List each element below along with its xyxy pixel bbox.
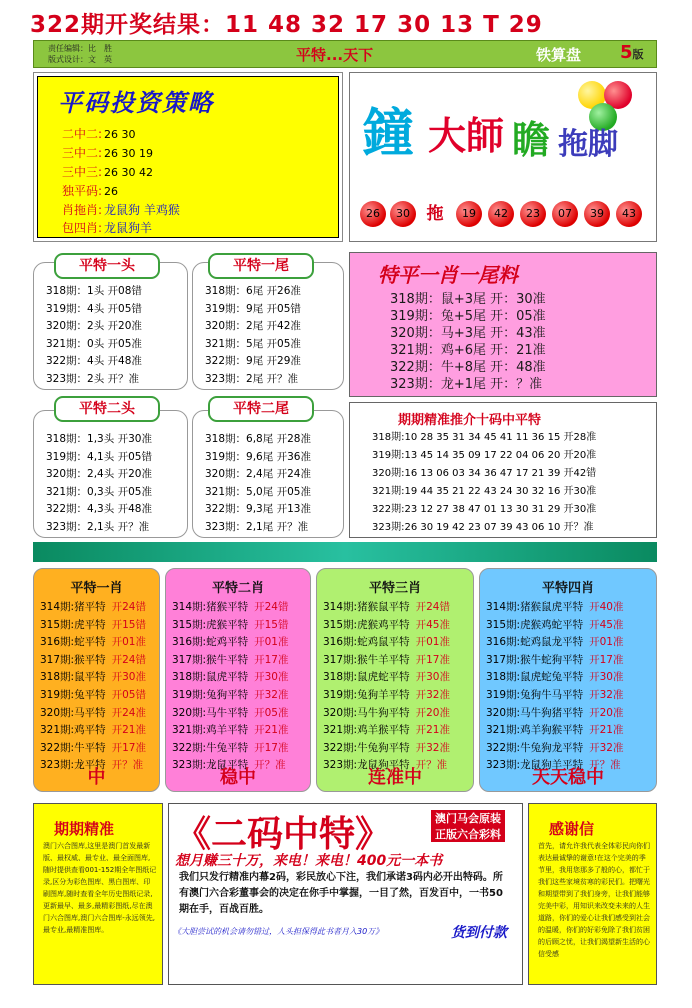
zodiac-row xyxy=(172,722,288,740)
zodiac-result: 开30准 xyxy=(589,671,624,684)
strategy-value: 26 30 19 xyxy=(104,147,154,160)
zodiac-result: 开01准 xyxy=(415,636,450,649)
drag-label: 拖 xyxy=(426,204,444,224)
strategy-row xyxy=(62,144,180,163)
zodiac-pick: 323期:龙鼠狗羊平特 xyxy=(486,759,584,772)
record-line: 322期：9,3尾 开13准 xyxy=(205,503,311,516)
zodiac-pick: 315期:虎猴鸡平特 xyxy=(323,618,410,631)
zodiac-row xyxy=(486,705,623,723)
column-lines xyxy=(323,599,450,775)
bottom-left-panel xyxy=(33,803,163,985)
record-line: 318期：鼠+3尾 开：30准 xyxy=(390,292,546,307)
zodiac-row xyxy=(40,687,146,705)
strategy-label: 独平码: xyxy=(62,184,103,198)
tenma-title: 期期精准推介十码中平特 xyxy=(398,413,542,428)
strategy-label: 三中三: xyxy=(62,165,103,179)
zodiac-pick: 319期:兔狗牛马平特 xyxy=(486,688,584,701)
zodiac-pick: 315期:虎平特 xyxy=(40,618,106,631)
zodiac-pick: 316期:蛇鸡鼠平特 xyxy=(323,636,410,649)
zodiac-row xyxy=(323,705,450,723)
zodiac-column-2 xyxy=(165,568,311,792)
tou1-lines xyxy=(46,283,142,389)
editor-credits xyxy=(48,43,112,65)
record-line: 321期：0头 开05准 xyxy=(46,337,142,350)
zodiac-result: 开30准 xyxy=(415,671,450,684)
master-char-dashi: 大師 xyxy=(428,114,505,158)
wei2-title: 平特二尾 xyxy=(208,396,314,422)
zodiac-column-1 xyxy=(33,568,160,792)
zodiac-pick: 320期:马牛狗平特 xyxy=(323,706,410,719)
number-ball: 39 xyxy=(584,201,610,227)
thanks-title: 感谢信 xyxy=(549,820,595,838)
zodiac-pick: 322期:牛兔平特 xyxy=(172,741,249,754)
zodiac-result: 开？准 xyxy=(254,759,286,772)
zodiac-row xyxy=(323,687,450,705)
record-line: 321期：5,0尾 开05准 xyxy=(205,485,311,498)
strategy-row xyxy=(62,125,180,144)
zodiac-pick: 321期:鸡平特 xyxy=(40,724,106,737)
zodiac-result: 开32准 xyxy=(254,688,289,701)
zodiac-result: 开01准 xyxy=(254,636,289,649)
ad-slogan: 想月赚三十万，来电！来电！400元一本书 xyxy=(175,853,443,869)
record-line: 322期：9尾 开29准 xyxy=(205,355,301,368)
record-line: 322期:23 12 27 38 47 01 13 30 31 29 开30准 xyxy=(372,504,597,515)
strategy-label: 肖拖肖: xyxy=(62,203,103,217)
strategy-value: 26 30 xyxy=(104,128,136,141)
zodiac-pick: 320期:马平特 xyxy=(40,706,106,719)
zodiac-row xyxy=(486,599,623,617)
zodiac-result: 开32准 xyxy=(415,741,450,754)
record-line: 322期：4头 开48准 xyxy=(46,355,142,368)
strategy-title: 平码投资策略 xyxy=(58,89,214,117)
record-line: 322期：牛+8尾 开：48准 xyxy=(390,360,546,375)
record-line: 318期：1,3头 开30准 xyxy=(46,433,152,445)
number-ball: 30 xyxy=(390,201,416,227)
master-char-zhong: 鐘 xyxy=(362,104,415,164)
zodiac-row xyxy=(486,634,623,652)
record-line: 318期：6尾 开26准 xyxy=(205,285,301,297)
record-line: 320期：2头 开20准 xyxy=(46,320,142,333)
master-balls-row xyxy=(360,201,650,231)
zodiac-row xyxy=(40,669,146,687)
page-unit: 版 xyxy=(632,48,644,61)
zodiac-pick: 317期:猴牛蛇狗平特 xyxy=(486,653,584,666)
strategy-row xyxy=(62,219,180,237)
divider-band xyxy=(33,542,657,562)
zodiac-row xyxy=(486,669,623,687)
record-line: 323期：2尾 开？准 xyxy=(205,372,299,385)
zodiac-pick: 317期:猴平特 xyxy=(40,653,106,666)
number-ball: 26 xyxy=(360,201,386,227)
zodiac-result: 开45准 xyxy=(589,618,624,631)
record-line: 321期：5尾 开05准 xyxy=(205,337,301,350)
column-slogan: 稳中 xyxy=(220,767,256,788)
zodiac-result: 开20准 xyxy=(415,706,450,719)
zodiac-row xyxy=(486,617,623,635)
zodiac-result: 开01准 xyxy=(111,636,146,649)
record-line: 319期:13 45 14 35 09 17 22 04 06 20 开20准 xyxy=(372,450,597,461)
column-title: 平特四肖 xyxy=(541,581,594,596)
zodiac-result: 开01准 xyxy=(589,636,624,649)
zodiac-result: 开17准 xyxy=(415,653,450,666)
ad-footnote: 《大胆尝试的机会请勿错过，人头担保得此书者月入30万》 xyxy=(173,927,384,936)
bottom-left-text: 澳门六合图库,这里是澳门首发最新版、最权威、最专业、最全面图库,随时提供查看001-152期全年图纸记录,区分为彩色图库、黑白图库、印刷图库,随时查看全年历史图纸记录,更新最早、最多,最精彩图纸,尽在澳门六合图库,澳门六合图库-永远领先,最专业,最精准图库。 xyxy=(43,842,157,934)
zodiac-pick: 315期:虎猴鸡蛇平特 xyxy=(486,618,584,631)
zodiac-result: 开24错 xyxy=(111,653,146,666)
record-line: 318期:10 28 35 31 34 45 41 11 36 15 开28准 xyxy=(372,432,597,443)
zodiac-result: 开17准 xyxy=(254,653,289,666)
record-line: 320期：2,4头 开20准 xyxy=(46,468,152,481)
zodiac-row xyxy=(486,722,623,740)
column-lines xyxy=(40,599,146,775)
zodiac-pick: 323期:龙鼠狗平特 xyxy=(323,759,410,772)
record-line: 319期：9尾 开05错 xyxy=(205,302,301,315)
zodiac-result: 开24错 xyxy=(111,601,146,613)
zodiac-result: 开32准 xyxy=(589,688,624,701)
zodiac-row xyxy=(40,634,146,652)
zodiac-row xyxy=(323,652,450,670)
zodiac-row xyxy=(486,740,623,758)
zodiac-result: 开21准 xyxy=(415,724,450,737)
zodiac-pick: 314期:猪猴鼠平特 xyxy=(323,601,410,613)
zodiac-row xyxy=(172,617,288,635)
column-title: 平特一肖 xyxy=(70,581,123,596)
record-line: 321期：鸡+6尾 开：21准 xyxy=(390,343,546,358)
zodiac-result: 开17准 xyxy=(111,741,146,754)
zodiac-pick: 316期:蛇鸡平特 xyxy=(172,636,249,649)
zodiac-row xyxy=(323,634,450,652)
strategy-label: 包四肖: xyxy=(62,221,103,235)
zodiac-result: 开45准 xyxy=(415,618,450,631)
strategy-label: 二中二: xyxy=(62,127,103,141)
zodiac-result: 开05错 xyxy=(111,688,146,701)
zodiac-result: 开05准 xyxy=(254,706,289,719)
zodiac-pick: 317期:猴牛羊平特 xyxy=(323,653,410,666)
zodiac-pick: 314期:猪平特 xyxy=(40,601,106,613)
zodiac-pick: 315期:虎猴平特 xyxy=(172,618,249,631)
zodiac-pick: 316期:蛇鸡鼠龙平特 xyxy=(486,636,584,649)
column-lines xyxy=(486,599,623,775)
zodiac-pick: 322期:牛平特 xyxy=(40,741,106,754)
bottom-middle-panel xyxy=(168,803,523,985)
ad-title: 《二码中特》 xyxy=(175,814,392,855)
master-char-zhan: 瞻 xyxy=(512,118,551,162)
thanks-text: 首先，请允许我代表全体彩民向你们表达最诚挚的谢意!在这个完美的季节里，我用您那多了般的心，都忙于我们这些家境贫寒的彩民们。把曙光和期望带到了我们身旁，让我们能够完美中彩，用知识来改变未来的人生道路，你们的爱心让我们感受到社会的温暖，你们的好彩免除了我们贫困的后顾之忧，让我们渴望新生活的心信受感 xyxy=(538,842,650,958)
zodiac-pick: 314期:猪猴鼠虎平特 xyxy=(486,601,584,613)
zodiac-row xyxy=(323,669,450,687)
page-header xyxy=(33,40,657,68)
zodiac-pick: 316期:蛇平特 xyxy=(40,636,106,649)
zodiac-pick: 318期:鼠平特 xyxy=(40,671,106,684)
tenma-panel xyxy=(349,402,657,538)
zodiac-pick: 321期:鸡羊猴平特 xyxy=(323,724,410,737)
bottom-right-panel xyxy=(528,803,657,985)
record-line: 319期：4头 开05错 xyxy=(46,302,142,315)
zodiac-row xyxy=(323,617,450,635)
wei1-panel xyxy=(192,262,344,390)
strategy-value: 26 30 42 xyxy=(104,166,154,179)
zodiac-result: 开40准 xyxy=(589,601,624,613)
zodiac-pick: 321期:鸡羊平特 xyxy=(172,724,249,737)
zodiac-row xyxy=(40,740,146,758)
record-line: 323期：龙+1尾 开：？准 xyxy=(390,377,543,392)
record-line: 322期：4,3头 开48准 xyxy=(46,503,152,516)
zodiac-result: 开30准 xyxy=(111,671,146,684)
zodiac-result: 开30准 xyxy=(254,671,289,684)
top-results-bar xyxy=(0,0,692,40)
number-ball: 42 xyxy=(488,201,514,227)
column-title: 平特三肖 xyxy=(368,581,421,596)
zodiac-row xyxy=(172,599,288,617)
bottom-left-title: 期期精准 xyxy=(54,820,115,838)
zodiac-result: 开24准 xyxy=(111,706,146,719)
tepin-title: 特平一肖一尾料 xyxy=(378,263,518,287)
zodiac-pick: 322期:牛兔狗龙平特 xyxy=(486,741,584,754)
zodiac-row xyxy=(172,740,288,758)
zodiac-row xyxy=(40,617,146,635)
editor-name: 责任编辑：比 胜 xyxy=(48,44,112,53)
paper-name: 铁算盘 xyxy=(536,46,582,64)
designer-name: 版式设计：文 英 xyxy=(48,55,112,64)
strategy-list xyxy=(62,125,180,237)
strategy-panel xyxy=(33,72,343,242)
record-line: 320期:16 13 06 03 34 36 47 17 21 39 开42错 xyxy=(372,468,597,479)
tepin-panel xyxy=(349,252,657,397)
zodiac-pick: 321期:鸡羊狗猴平特 xyxy=(486,724,584,737)
zodiac-pick: 318期:鼠虎平特 xyxy=(172,671,249,684)
column-title: 平特二肖 xyxy=(211,581,264,596)
record-line: 323期:26 30 19 42 23 07 39 43 06 10 开？准 xyxy=(372,522,594,533)
zodiac-pick: 320期:马牛平特 xyxy=(172,706,249,719)
wei1-title: 平特一尾 xyxy=(208,253,314,279)
zodiac-row xyxy=(40,652,146,670)
zodiac-result: 开20准 xyxy=(589,706,624,719)
strategy-label: 三中二: xyxy=(62,146,103,160)
zodiac-result: 开21准 xyxy=(254,724,289,737)
zodiac-result: 开24错 xyxy=(415,601,450,613)
tou1-title: 平特一头 xyxy=(54,253,160,279)
number-ball: 23 xyxy=(520,201,546,227)
zodiac-row xyxy=(323,722,450,740)
strategy-box xyxy=(37,76,339,238)
zodiac-row xyxy=(172,634,288,652)
tou2-lines xyxy=(46,431,152,537)
ad-text: 我们只发行精准内幕2码，彩民放心下注，我们承诺3码内必开出特码。所有澳门六合彩董事会的决定在你手中掌握，一目了然，百发百中，一书50期在手，百战百胜。 xyxy=(179,872,503,915)
zodiac-row xyxy=(172,669,288,687)
strategy-row xyxy=(62,182,180,201)
column-slogan: 中 xyxy=(87,767,106,788)
zodiac-result: 开？准 xyxy=(415,759,448,772)
record-line: 323期：2,1头 开？准 xyxy=(46,520,150,533)
zodiac-pick: 319期:兔狗平特 xyxy=(172,688,249,701)
zodiac-pick: 319期:兔狗羊平特 xyxy=(323,688,410,701)
zodiac-pick: 319期:兔平特 xyxy=(40,688,106,701)
record-line: 320期：2,4尾 开24准 xyxy=(205,468,311,481)
wei1-lines xyxy=(205,283,301,389)
record-line: 319期：4,1头 开05错 xyxy=(46,450,152,463)
zodiac-pick: 320期:马牛狗猪平特 xyxy=(486,706,584,719)
zodiac-row xyxy=(486,652,623,670)
number-ball: 19 xyxy=(456,201,482,227)
zodiac-result: 开21准 xyxy=(589,724,624,737)
zodiac-result: 开17准 xyxy=(589,653,624,666)
zodiac-result: 开15错 xyxy=(254,618,289,631)
zodiac-row xyxy=(486,687,623,705)
zodiac-row xyxy=(40,722,146,740)
tou2-title: 平特二头 xyxy=(54,396,160,422)
zodiac-result: 开？准 xyxy=(111,759,144,772)
tepin-lines xyxy=(390,291,546,393)
record-line: 319期：兔+5尾 开：05准 xyxy=(390,309,546,324)
ad-payment: 货到付款 xyxy=(451,925,507,941)
draw-result-headline: 322期开奖结果：11 48 32 17 30 13 T 29 xyxy=(30,12,543,38)
record-line: 321期：0,3头 开05准 xyxy=(46,485,152,498)
zodiac-result: 开24错 xyxy=(254,601,289,613)
zodiac-pick: 318期:鼠虎蛇兔平特 xyxy=(486,671,584,684)
strategy-row xyxy=(62,201,180,219)
record-line: 320期：马+3尾 开：43准 xyxy=(390,326,546,341)
zodiac-row xyxy=(172,705,288,723)
strategy-value: 26 xyxy=(104,185,119,198)
zodiac-row xyxy=(40,599,146,617)
zodiac-column-4 xyxy=(479,568,657,792)
strategy-value: 龙鼠狗 羊鸡猴 xyxy=(104,203,180,217)
zodiac-result: 开32准 xyxy=(589,741,624,754)
zodiac-pick: 323期:龙平特 xyxy=(40,759,106,772)
zodiac-column-3 xyxy=(316,568,474,792)
master-char-tuojiao: 拖脚 xyxy=(558,127,618,162)
tou1-panel xyxy=(33,262,188,390)
zodiac-result: 开21准 xyxy=(111,724,146,737)
zodiac-pick: 318期:鼠虎蛇平特 xyxy=(323,671,410,684)
strategy-value: 龙鼠狗羊 xyxy=(104,221,153,235)
master-drag-panel xyxy=(349,72,657,242)
zodiac-row xyxy=(323,599,450,617)
column-lines xyxy=(172,599,288,775)
number-ball: 07 xyxy=(552,201,578,227)
record-line: 319期：9,6尾 开36准 xyxy=(205,450,311,463)
zodiac-result: 开32准 xyxy=(415,688,450,701)
zodiac-row xyxy=(40,705,146,723)
record-line: 321期:19 44 35 21 22 43 24 30 32 16 开30准 xyxy=(372,486,597,497)
column-slogan: 天天稳中 xyxy=(532,767,604,788)
record-line: 323期：2头 开？准 xyxy=(46,372,140,385)
zodiac-result: 开15错 xyxy=(111,618,146,631)
zodiac-pick: 314期:猪猴平特 xyxy=(172,601,249,613)
page-num: 5 xyxy=(620,42,633,63)
wei2-lines xyxy=(205,431,311,537)
zodiac-pick: 322期:牛兔狗平特 xyxy=(323,741,410,754)
header-slogan: 平特...天下 xyxy=(296,46,374,64)
zodiac-result: 开17准 xyxy=(254,741,289,754)
record-line: 318期：1头 开08错 xyxy=(46,285,142,297)
number-ball: 43 xyxy=(616,201,642,227)
ad-tag-genuine: 正版六合彩料 xyxy=(431,826,505,842)
page-number xyxy=(620,42,644,63)
record-line: 318期：6,8尾 开28准 xyxy=(205,433,311,445)
ad-tag-original: 澳门马会原装 xyxy=(431,810,505,826)
wei2-panel xyxy=(192,410,344,538)
column-slogan: 连准中 xyxy=(368,767,422,788)
zodiac-pick: 317期:猴牛平特 xyxy=(172,653,249,666)
tenma-lines xyxy=(372,429,596,537)
zodiac-pick: 323期:龙鼠平特 xyxy=(172,759,249,772)
record-line: 323期：2,1尾 开？准 xyxy=(205,520,309,533)
zodiac-row xyxy=(323,740,450,758)
zodiac-row xyxy=(172,652,288,670)
tou2-panel xyxy=(33,410,188,538)
zodiac-result: 开？准 xyxy=(589,759,621,772)
zodiac-row xyxy=(172,687,288,705)
strategy-row xyxy=(62,163,180,182)
record-line: 320期：2尾 开42准 xyxy=(205,320,301,333)
